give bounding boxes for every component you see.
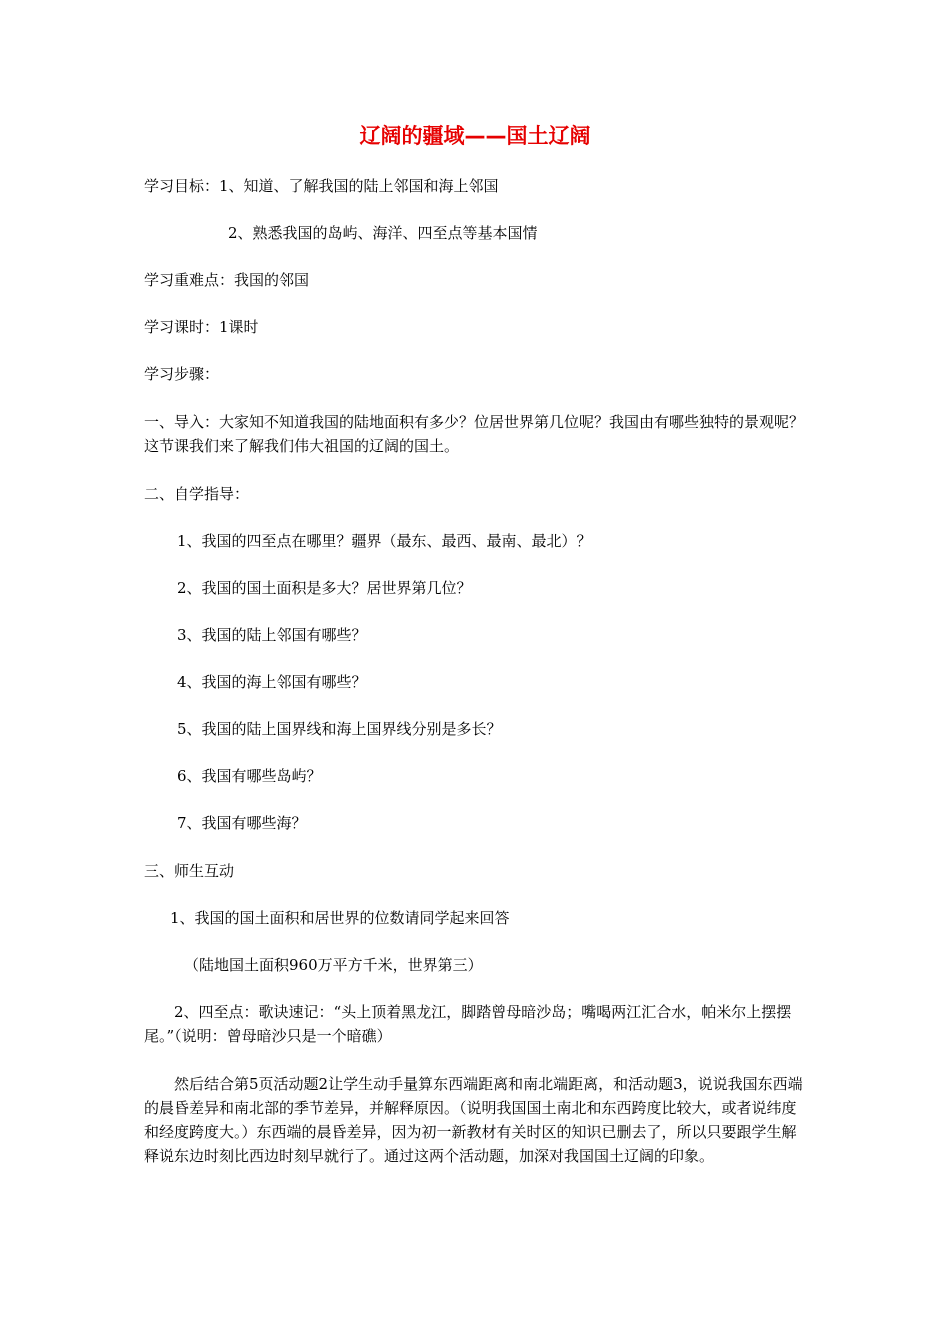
self-study-item: 1、我国的四至点在哪里？疆界（最东、最西、最南、最北）？	[177, 532, 592, 550]
interaction-item-1: 1、我国的国土面积和居世界的位数请同学起来回答	[170, 909, 510, 927]
intro-paragraph: 一、导入：大家知不知道我国的陆地面积有多少？位居世界第几位呢？我国由有哪些独特的景观呢？这节课我们来了解我们伟大祖国的辽阔的国土。	[144, 413, 805, 455]
self-study-item: 7、我国有哪些海？	[177, 814, 307, 832]
self-study-heading: 二、自学指导：	[144, 485, 250, 503]
learning-objectives-1: 学习目标：1、知道、了解我国的陆上邻国和海上邻国	[144, 177, 499, 195]
self-study-item: 4、我国的海上邻国有哪些？	[177, 673, 367, 691]
interaction-item-3: 然后结合第5页活动题2让学生动手量算东西端距离和南北端距离，和活动题3，说说我国东西端的晨昏差异和南北部的季节差异，并解释原因。（说明我国国土南北和东西跨度比较大，或者说纬度和经度跨度大。）东西端的晨昏差异，因为初一新教材有关时区的知识已删去了，所以只要跟学生解释说东边时刻比西边时刻早就行了。通过这两个活动题，加深对我国国土辽阔的印象。	[144, 1075, 803, 1165]
interaction-item-1-answer: （陆地国土面积960万平方千米，世界第三）	[184, 956, 483, 974]
self-study-item: 6、我国有哪些岛屿？	[177, 767, 322, 785]
self-study-item: 5、我国的陆上国界线和海上国界线分别是多长？	[177, 720, 502, 738]
steps-heading: 学习步骤：	[144, 365, 220, 383]
document-title: 辽阔的疆域——国土辽阔	[359, 124, 591, 148]
self-study-item: 2、我国的国土面积是多大？居世界第几位？	[177, 579, 472, 597]
interaction-heading: 三、师生互动	[144, 862, 235, 880]
learning-objectives-2: 2、熟悉我国的岛屿、海洋、四至点等基本国情	[228, 224, 538, 242]
class-hours: 学习课时：1课时	[144, 318, 259, 336]
interaction-item-2: 2、四至点：歌诀速记：“头上顶着黑龙江，脚踏曾母暗沙岛；嘴喝两江汇合水，帕米尔上摆摆尾。”（说明：曾母暗沙只是一个暗礁）	[144, 1003, 792, 1045]
key-points: 学习重难点：我国的邻国	[144, 271, 310, 289]
self-study-item: 3、我国的陆上邻国有哪些？	[177, 626, 367, 644]
